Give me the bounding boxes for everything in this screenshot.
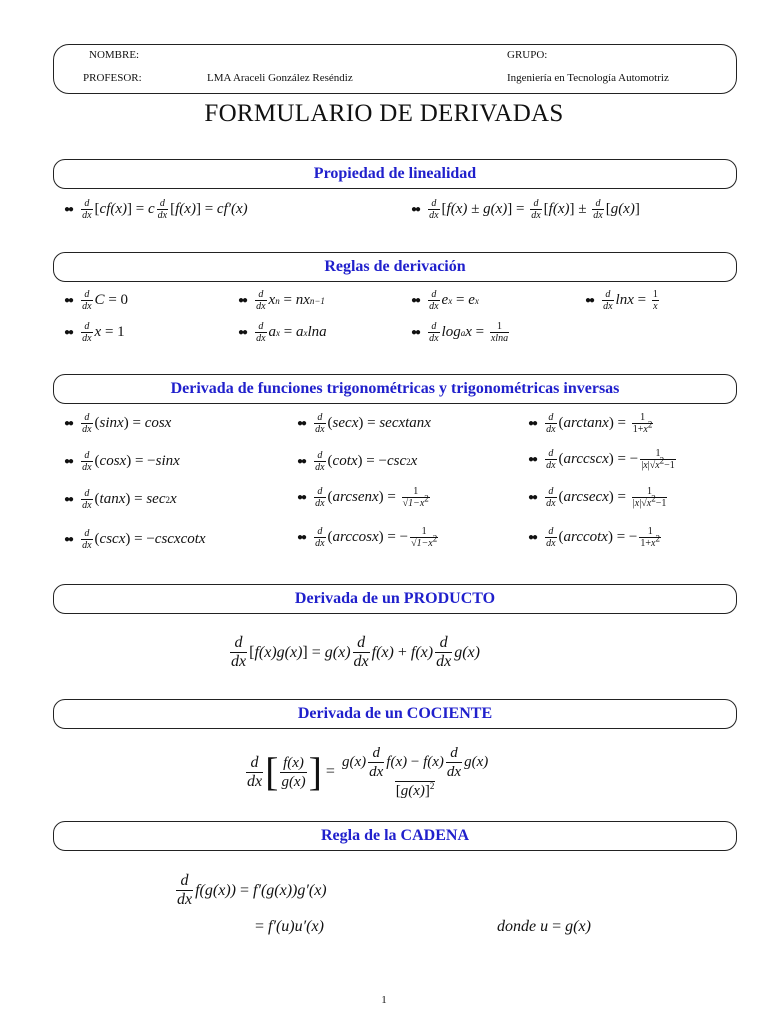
carrera-text: Ingeniería en Tecnología Automotriz — [507, 72, 669, 84]
formula-cadena-2: = f′(u)u′(x) — [255, 918, 324, 935]
grupo-label: GRUPO: — [507, 49, 548, 61]
formula-exponencial-a: ●● d dx a x = a x lna — [238, 321, 327, 344]
formula-logaritmo-natural: ●● $\frac{d}{dx}$ lnx = $\frac{1}{x}$ — [585, 289, 658, 312]
formula-exponencial: ●● d dx e x = e x — [411, 289, 479, 312]
profesor-label: PROFESOR: — [83, 72, 142, 84]
formula-arcsec: ●● d dx ( arcsecx ) = $\frac{1}{|x|√x^2-1}$ — [528, 486, 667, 509]
formula-tan: ●● d dx ( tanx ) = sec 2 x — [64, 488, 177, 511]
formula-cadena-1: $\frac{d}{dx}$ f(g(x)) = f′(g(x))g′(x) — [177, 872, 327, 908]
section-cociente: Derivada de un COCIENTE — [53, 699, 737, 729]
formula-logaritmo-a: ●● d dx log a x = $\frac{1}{xlna}$ — [411, 321, 509, 344]
page-number: 1 — [381, 994, 387, 1006]
formula-arccsc: ●● d dx ( arccscx ) = − $\frac{1}{|x|√x^2-1}$ — [528, 448, 675, 471]
formula-arcsen: ●● d dx ( arcsenx ) = $\frac{1}{√1-x^2}$ — [297, 486, 429, 509]
formula-sec: ●● d dx ( secx ) = secxtanx — [297, 412, 431, 435]
formula-arccos: ●● d dx ( arccosx ) = − $\frac{1}{√1-x^2}$ — [297, 526, 438, 549]
formula-sin: ●● d dx ( sinx ) = cosx — [64, 412, 172, 435]
formula-arccot: ●● d dx ( arccotx ) = − $\frac{1}{1+x^2}$ — [528, 526, 660, 549]
nombre-label: NOMBRE: — [89, 49, 140, 61]
section-cadena: Regla de la CADENA — [53, 821, 737, 851]
section-reglas: Reglas de derivación — [53, 252, 737, 282]
formula-cociente: d dx [ f(x) g(x) ] = g(x) $\frac{d}{dx}$ f(x) − f(x) $\frac{d}{dx}$ g(x) $[g(x)]^2$ — [247, 745, 489, 799]
section-producto: Derivada de un PRODUCTO — [53, 584, 737, 614]
formula-cadena-donde: donde u = g(x) — [497, 918, 591, 935]
formula-producto: d dx [ f(x)g(x) ] = g(x) $\frac{d}{dx}$ f(x) + f(x) $\frac{d}{dx}$ g(x) — [231, 634, 480, 670]
formula-potencia: ●● d dx x n = nx n−1 — [238, 289, 325, 312]
section-trigonometricas: Derivada de funciones trigonométricas y trigonométricas inversas — [53, 374, 737, 404]
page-title: FORMULARIO DE DERIVADAS — [204, 100, 564, 127]
formula-linealidad-1: ●● d dx [ cf(x) ] = c $\frac{d}{dx}$ [ f(x) ] = cf′(x) — [64, 198, 248, 221]
header-box — [53, 44, 737, 94]
profesor-name: LMA Araceli González Reséndiz — [207, 72, 353, 84]
formula-x: ●● $\frac{d}{dx}$ x = 1 — [64, 321, 125, 344]
section-linealidad: Propiedad de linealidad — [53, 159, 737, 189]
formula-constante: ●● $\frac{d}{dx}$ C = 0 — [64, 289, 129, 312]
formula-cot: ●● d dx ( cotx ) = − csc 2 x — [297, 450, 418, 473]
formula-arctan: ●● d dx ( arctanx ) = $\frac{1}{1+x^2}$ — [528, 412, 653, 435]
formula-csc: ●● d dx ( cscx ) = − cscxcotx — [64, 528, 206, 551]
formula-cos: ●● d dx ( cosx ) = − sinx — [64, 450, 180, 473]
formula-linealidad-2: ●● d dx [ f(x) ± g(x) ] = $\frac{d}{dx}$ [ f(x) ] ± d dx [ g(x) ] — [411, 198, 640, 221]
